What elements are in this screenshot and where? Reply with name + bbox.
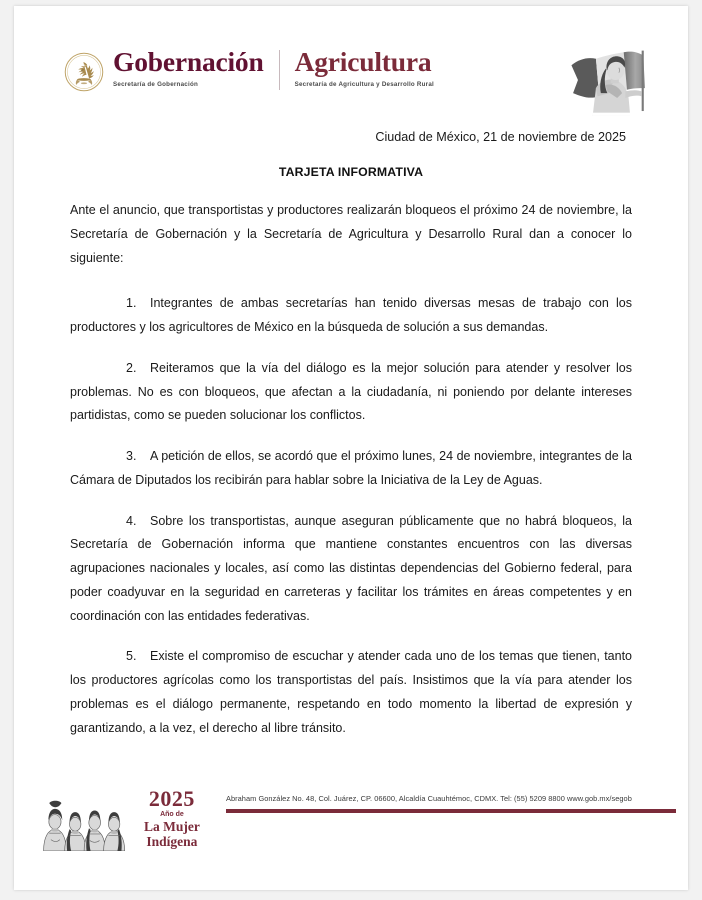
- list-item: [70, 445, 632, 493]
- brand-gobernacion-subtitle: Secretaría de Gobernación: [113, 80, 198, 88]
- brand-divider: [279, 50, 280, 90]
- footer-rule: [226, 809, 676, 813]
- list-item-number: 3.: [126, 449, 137, 463]
- list-item-text: Integrantes de ambas secretarías han tenido diversas mesas de trabajo con los productores y los agricultores de México en la búsqueda de solución a sus demandas.: [70, 296, 632, 334]
- year-logo-year: 2025: [148, 786, 195, 811]
- brand-names: [113, 48, 434, 90]
- brand-gobernacion: [113, 48, 264, 88]
- year-logo: [40, 788, 200, 851]
- list-item-number: 4.: [126, 513, 137, 528]
- list-item: [70, 510, 632, 629]
- mexican-coat-of-arms-seal-icon: [64, 52, 104, 92]
- year-logo-line1: La Mujer: [144, 819, 200, 834]
- list-item-text: Reiteramos que la vía del diálogo es la mejor solución para atender y resolver los problemas. No es con bloqueos, que afectan a la ciudadanía, ni poniendo por delante intereses partidistas, como se pueden solucionar los conflictos.: [70, 360, 632, 423]
- woman-with-flag-illustration-icon: [560, 42, 658, 118]
- brand-gobernacion-name: Gobernación: [113, 46, 264, 77]
- year-logo-ano-de: Año de: [160, 811, 184, 818]
- footer-contact-block: [226, 794, 676, 813]
- brand-lockup: [64, 48, 434, 92]
- list-item-text: A petición de ellos, se acordó que el próximo lunes, 24 de noviembre, integrantes de la Cámara de Diputados los recibirán para hablar sobre la Iniciativa de la Ley de Aguas.: [70, 449, 632, 487]
- indigenous-women-illustration-icon: [40, 791, 138, 851]
- footer-address: Abraham González No. 48, Col. Juárez, CP. 06600, Alcaldía Cuauhtémoc, CDMX. Tel: (55) 5209 8800 www.gob.mx/segob: [226, 794, 632, 803]
- brand-agricultura-name: Agricultura: [294, 46, 432, 77]
- list-item-number: 1.: [126, 296, 137, 311]
- document-page: [14, 6, 688, 890]
- dateline: Ciudad de México, 21 de noviembre de 2025: [375, 130, 626, 144]
- year-logo-line2: Indígena: [146, 834, 198, 850]
- document-body: [14, 130, 688, 757]
- list-item-text: Sobre los transportistas, aunque aseguran públicamente que no habrá bloqueos, la Secretaría de Gobernación informa que mantiene constantes encuentros con las diversas agrupaciones nacionales y locales, así como las distintas dependencias del Gobierno federal, para poder coadyuvar en la seguridad en carreteras y facilitar los trámites en áreas competentes y en coordinación con las entidades federativas.: [70, 513, 632, 623]
- brand-agricultura-subtitle: Secretaría de Agricultura y Desarrollo Rural: [294, 80, 434, 88]
- list-item-text: Existe el compromiso de escuchar y atender cada uno de los temas que tienen, tanto los productores agrícolas como los transportistas del país. Insistimos que la vía para atender los problemas es el diálogo permanente, respetando en todo momento la libertad de expresión y garantizando, a la vez, el derecho al libre tránsito.: [70, 649, 632, 735]
- year-logo-text: [144, 788, 200, 849]
- brand-agricultura: [295, 48, 434, 88]
- list-item: [70, 357, 632, 428]
- intro-paragraph: Ante el anuncio, que transportistas y productores realizarán bloqueos el próximo 24 de noviembre, la Secretaría de Gobernación y la Secretaría de Agricultura y Desarrollo Rural dan a conocer lo siguiente:: [70, 203, 632, 265]
- list-item: [70, 292, 632, 340]
- list-item-number: 5.: [126, 649, 137, 664]
- document-footer: [14, 788, 688, 860]
- list-item: [70, 645, 632, 740]
- list-item-number: 2.: [126, 360, 137, 375]
- page-title: TARJETA INFORMATIVA: [278, 165, 424, 179]
- document-header: [14, 6, 688, 130]
